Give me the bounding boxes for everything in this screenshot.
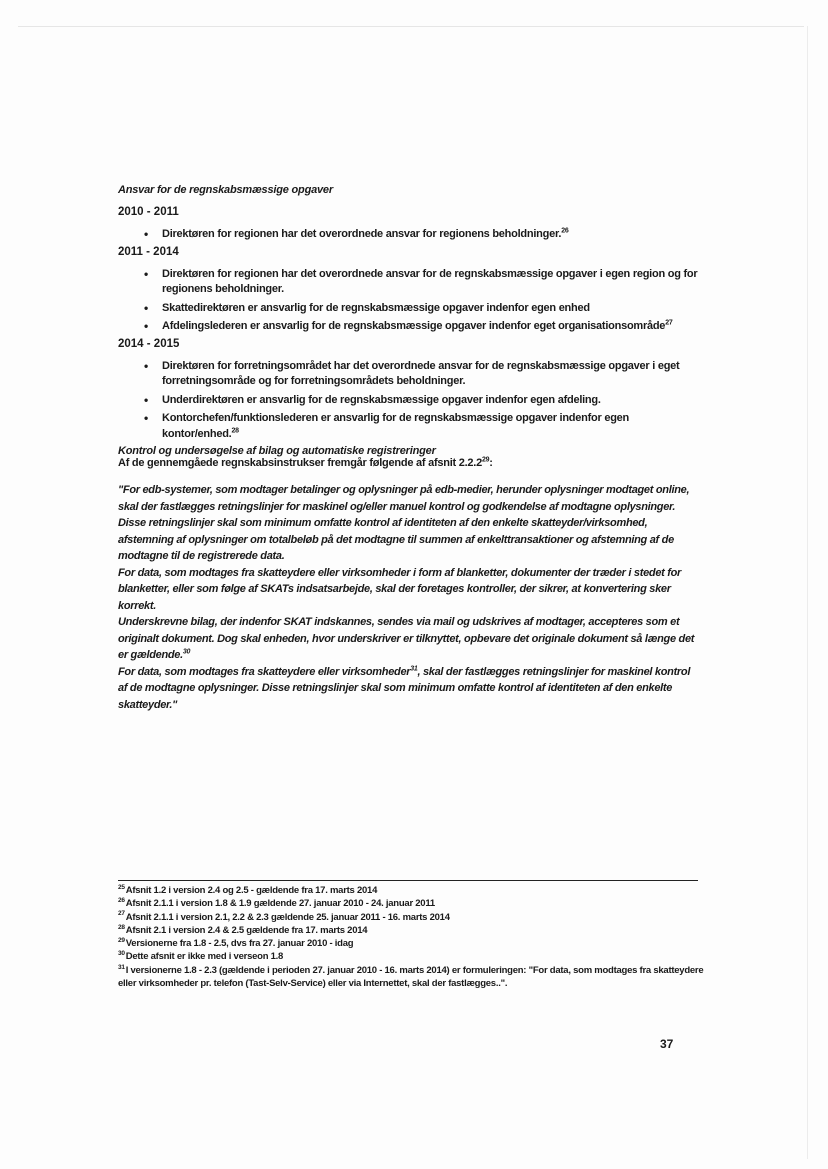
footnote-ref: 27: [665, 319, 673, 327]
intro-paragraph: [118, 457, 700, 469]
bullet-text: Direktøren for forretningsområdet har det overordnede ansvar for de regnskabsmæssige opgaver i eget forretningsområde og for forretningsområdets beholdninger.: [162, 359, 680, 387]
bullet-item: [162, 301, 700, 317]
footnote: [118, 950, 708, 963]
quote-paragraph: [118, 482, 700, 565]
bullet-item: [162, 411, 700, 442]
footnote-ref: 26: [561, 227, 569, 235]
bullet-item: [162, 359, 700, 390]
footnote: [118, 884, 708, 897]
footnote-text: Afsnit 1.2 i version 2.4 og 2.5 - gældende fra 17. marts 2014: [125, 885, 378, 896]
footnote-number: 26: [118, 897, 125, 905]
quote-text: "For edb-systemer, som modtager betalinger og oplysninger på edb-medier, herunder oplysninger modtaget online, skal der fastlægges retningslinjer for maskinel og/eller manuel kontrol og godkendelse af modtagne oplysninger. Disse retningslinjer skal som minimum omfatte kontrol af identiteten af den enkelte skatteyder/virksomhed, afstemning af oplysninger om totalbeløb på det modtagne til summen af enkelttransaktioner og afstemning af de modtagne til de registrerede data.: [118, 484, 690, 562]
bullet-list: [118, 359, 700, 443]
intro-text: Af de gennemgåede regnskabsinstrukser fremgår følgende af afsnit 2.2.2: [118, 457, 482, 469]
period-label: 2011 - 2014: [118, 245, 179, 258]
bullet-text: Kontorchefen/funktionslederen er ansvarlig for de regnskabsmæssige opgaver indenfor egen kontor/enhed.: [162, 412, 630, 440]
footnote-ref: 31: [410, 664, 418, 672]
scan-edge-top: [18, 26, 804, 27]
footnote-number: 25: [118, 883, 125, 891]
quote-paragraph: [118, 565, 700, 615]
bullet-text: Afdelingslederen er ansvarlig for de regnskabsmæssige opgaver indenfor eget organisationsområde: [162, 320, 666, 332]
bullet-item: [162, 227, 700, 243]
main-content: [118, 184, 700, 713]
bullet-text: Skattedirektøren er ansvarlig for de regnskabsmæssige opgaver indenfor egen enhed: [162, 301, 590, 314]
footnote: [118, 964, 708, 991]
quote-text: For data, som modtages fra skatteydere eller virksomheder: [118, 665, 411, 678]
footnotes: [118, 884, 708, 990]
section-heading-responsibility: Ansvar for de regnskabsmæssige opgaver: [118, 184, 333, 196]
period-label: 2014 - 2015: [118, 337, 180, 350]
footnote-number: 31: [118, 963, 125, 971]
intro-end: :: [489, 457, 493, 469]
footnote-text: Versionerne fra 1.8 - 2.5, dvs fra 27. januar 2010 - idag: [125, 938, 354, 950]
quote-paragraph: [118, 614, 700, 664]
footnote-number: 27: [118, 910, 125, 918]
bullet-text: Direktøren for regionen har det overordnede ansvar for regionens beholdninger.: [162, 228, 562, 240]
footnote-number: 28: [118, 923, 125, 931]
quote-tail: , skal der fastlægges retningslinjer for maskinel kontrol af de modtagne oplysninger. Disse retningslinjer skal som minimum omfatte kontrol af identiteten af den enkelte skatteyder.": [118, 665, 691, 711]
period-label: 2010 - 2011: [118, 206, 179, 218]
footnote-ref: 29: [481, 456, 490, 464]
footnote-text: Dette afsnit er ikke med i verseon 1.8: [125, 951, 284, 963]
footnote: [118, 897, 708, 910]
footnote-text: Afsnit 2.1 i version 2.4 & 2.5 gældende fra 17. marts 2014: [125, 924, 368, 936]
footnote-text: Afsnit 2.1.1 i version 2.1, 2.2 & 2.3 gældende 25. januar 2011 - 16. marts 2014: [125, 911, 450, 923]
bullet-text: Underdirektøren er ansvarlig for de regnskabsmæssige opgaver indenfor egen afdeling.: [162, 393, 601, 406]
page-number: 37: [660, 1037, 674, 1051]
bullet-list: [118, 267, 700, 335]
footnote-ref: 28: [231, 426, 239, 434]
footnote-text: I versionerne 1.8 - 2.3 (gældende i perioden 27. januar 2010 - 16. marts 2014) er formuleringen: "For data, som modtages fra skatteydere eller virksomheder pr. telefon (Tast-Selv-Service) eller via Internettet, skal der fastlægges..".: [118, 964, 704, 990]
footnote-number: 29: [118, 937, 125, 945]
bullet-item: [162, 393, 700, 409]
bullet-text: Direktøren for regionen har det overordnede ansvar for de regnskabsmæssige opgaver i egen region og for regionens beholdninger.: [162, 267, 698, 295]
section-heading-control: Kontrol og undersøgelse af bilag og automatiske registreringer: [118, 445, 436, 457]
quote-text: For data, som modtages fra skatteydere eller virksomheder i form af blanketter, dokumenter der træder i stedet for blanketter, eller som følge af SKATs indsatsarbejde, skal der foretages kontroller, der sikrer, at konvertering sker korrekt.: [118, 566, 682, 612]
footnote: [118, 924, 708, 937]
bullet-item: [162, 267, 700, 298]
footnote: [118, 937, 708, 950]
footnote-text: Afsnit 2.1.1 i version 1.8 & 1.9 gældende 27. januar 2010 - 24. januar 2011: [125, 898, 435, 910]
bullet-item: [162, 319, 700, 335]
quote-text: Underskrevne bilag, der indenfor SKAT indskannes, sendes via mail og udskrives af modtager, accepteres som et originalt dokument. Dog skal enheden, hvor underskriver er tilknyttet, opbevare det originale dokument så længe det er gældende.: [118, 616, 695, 661]
footnote-number: 30: [118, 950, 125, 958]
scan-edge-right: [807, 26, 808, 1159]
footnote-ref: 30: [182, 648, 191, 656]
footnote-divider: [118, 880, 698, 881]
quote-paragraph: [118, 664, 700, 714]
bullet-list: [118, 227, 700, 243]
footnote: [118, 911, 708, 924]
